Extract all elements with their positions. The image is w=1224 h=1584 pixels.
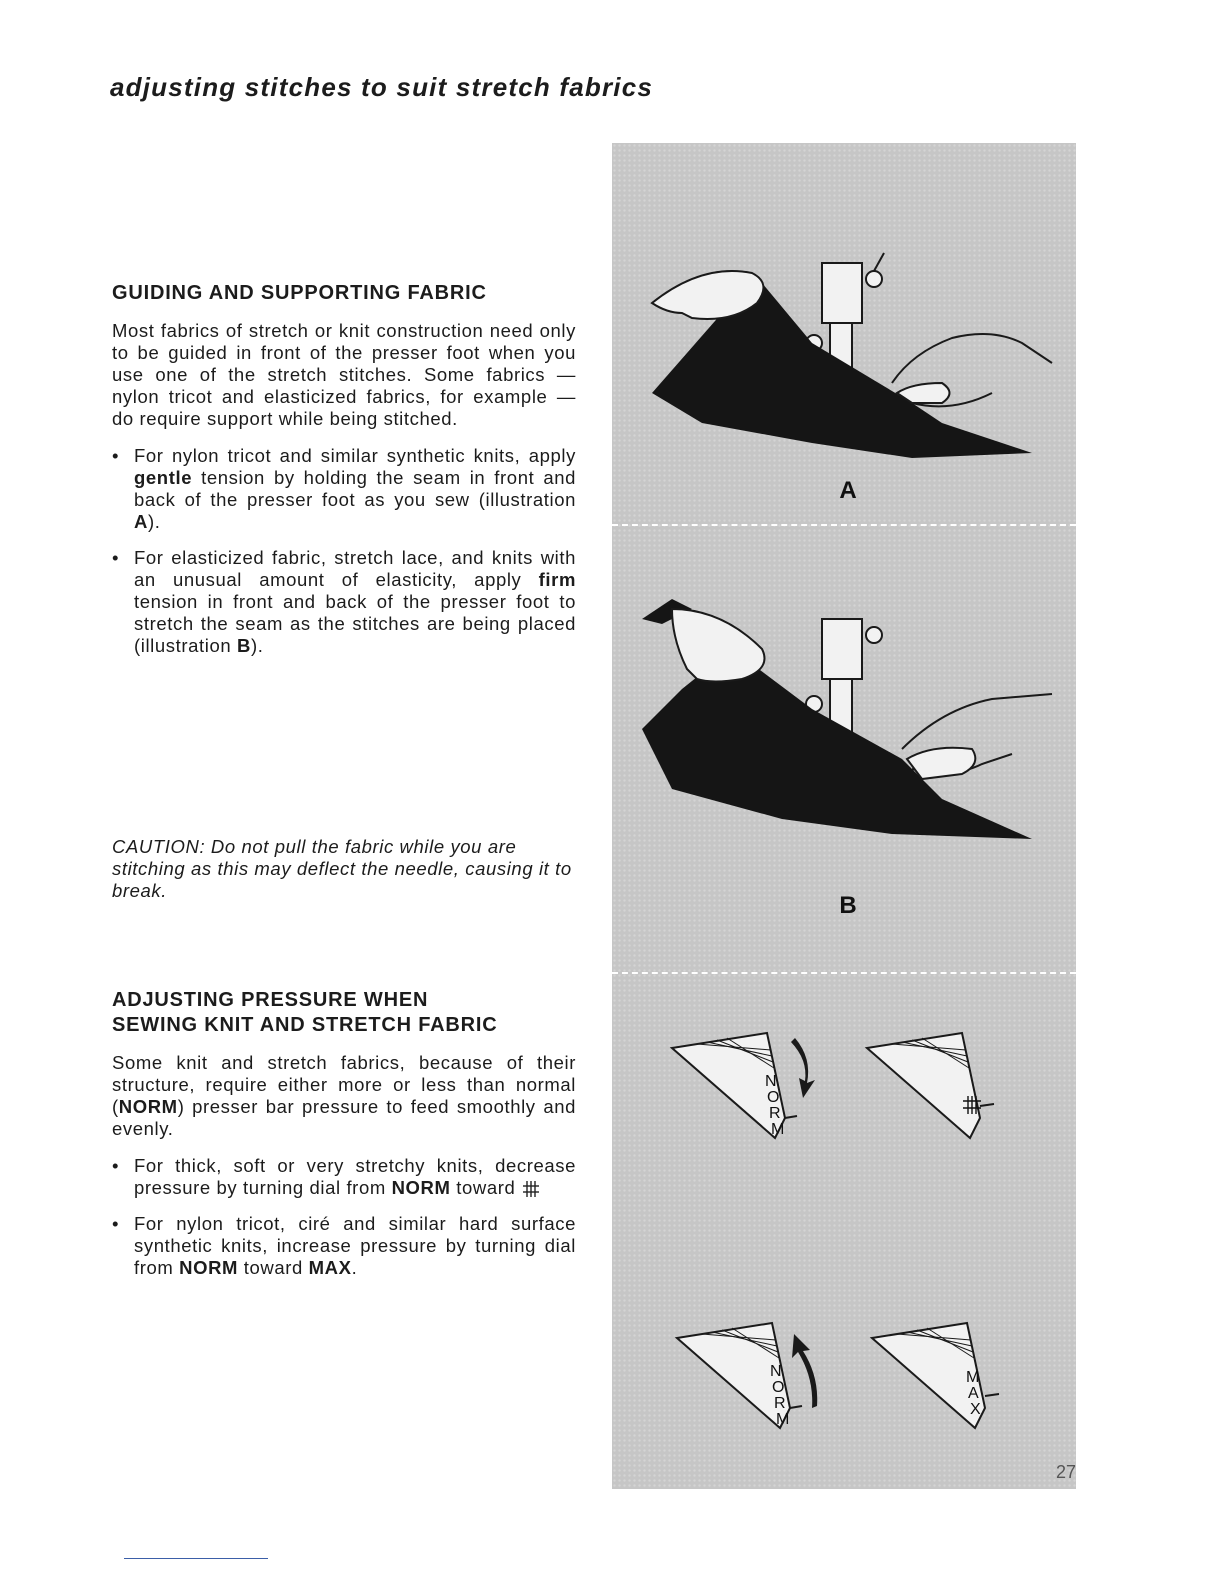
list-item: • For nylon tricot, ciré and similar hard surface synthetic knits, increase pressure by turning dial from NORM toward MAX. — [112, 1213, 576, 1279]
caution-note: CAUTION: Do not pull the fabric while you are stitching as this may deflect the needle, causing it to break. — [112, 836, 572, 901]
minimum-pressure-icon — [521, 1179, 541, 1199]
page-title: adjusting stitches to suit stretch fabrics — [110, 72, 654, 102]
guiding-heading: GUIDING AND SUPPORTING FABRIC — [112, 282, 487, 304]
page-number: 27 — [1056, 1462, 1077, 1482]
pressure-dial-max — [867, 1318, 1037, 1438]
dial-letter: R — [774, 1395, 786, 1412]
dial-letter: O — [772, 1379, 785, 1396]
guiding-intro: Most fabrics of stretch or knit construction need only to be guided in front of the presser foot when you use one of the stretch stitches. Some fabrics — nylon tricot and elasticized fabrics, for example — do require support while being stitched. — [112, 320, 576, 429]
list-item: • For elasticized fabric, stretch lace, and knits with an unusual amount of elasticity, apply firm tension in front and back of the presser foot to stretch the seam as the stitches are being placed (illustration B). — [112, 547, 576, 656]
dial-letter: X — [970, 1401, 981, 1418]
pressure-section — [110, 988, 578, 1293]
dial-letter: A — [968, 1385, 979, 1402]
guiding-section — [110, 281, 578, 671]
guiding-bullets — [110, 445, 578, 657]
list-item: • For thick, soft or very stretchy knits, decrease pressure by turning dial from NORM toward — [112, 1155, 576, 1198]
left-hand — [672, 609, 765, 682]
pressure-heading: ADJUSTING PRESSURE WHEN SEWING KNIT AND STRETCH FABRIC — [112, 989, 498, 1036]
pressure-intro: Some knit and stretch fabrics, because of their structure, require either more or less than normal (NORM) presser bar pressure to feed smoothly and evenly. — [112, 1052, 576, 1139]
list-item: • For nylon tricot and similar synthetic knits, apply gentle tension by holding the seam in front and back of the presser foot as you sew (illustration A). — [112, 445, 576, 532]
right-hand-fingers — [907, 748, 975, 779]
arrow-up-icon — [792, 1334, 817, 1408]
pressure-dial-minimum — [862, 1028, 1032, 1148]
divider-line — [612, 524, 1076, 526]
dial-letter: M — [776, 1411, 790, 1428]
illustration-panel — [612, 143, 1076, 1489]
bullet-icon: • — [112, 1155, 120, 1176]
illustration-b-label: B — [839, 892, 857, 919]
dial-letter: M — [966, 1369, 980, 1386]
bullet-icon: • — [112, 547, 120, 568]
pressure-dial-norm-increase — [672, 1318, 852, 1438]
dial-letter: M — [771, 1121, 785, 1138]
dial-letter: R — [769, 1105, 781, 1122]
footer-rule — [124, 1558, 268, 1559]
divider-line — [612, 972, 1076, 974]
bullet-icon: • — [112, 1213, 120, 1235]
pressure-dial-norm-decrease — [667, 1028, 847, 1148]
dial-letter: O — [767, 1089, 780, 1106]
dial-letter: N — [765, 1073, 777, 1090]
illustration-b — [612, 539, 1076, 919]
illustration-a — [612, 203, 1076, 583]
arrow-down-icon — [791, 1038, 815, 1098]
illustration-a-label: A — [839, 477, 857, 504]
bullet-icon: • — [112, 445, 120, 466]
dial-letter: N — [770, 1363, 782, 1380]
pressure-bullets — [110, 1155, 578, 1279]
